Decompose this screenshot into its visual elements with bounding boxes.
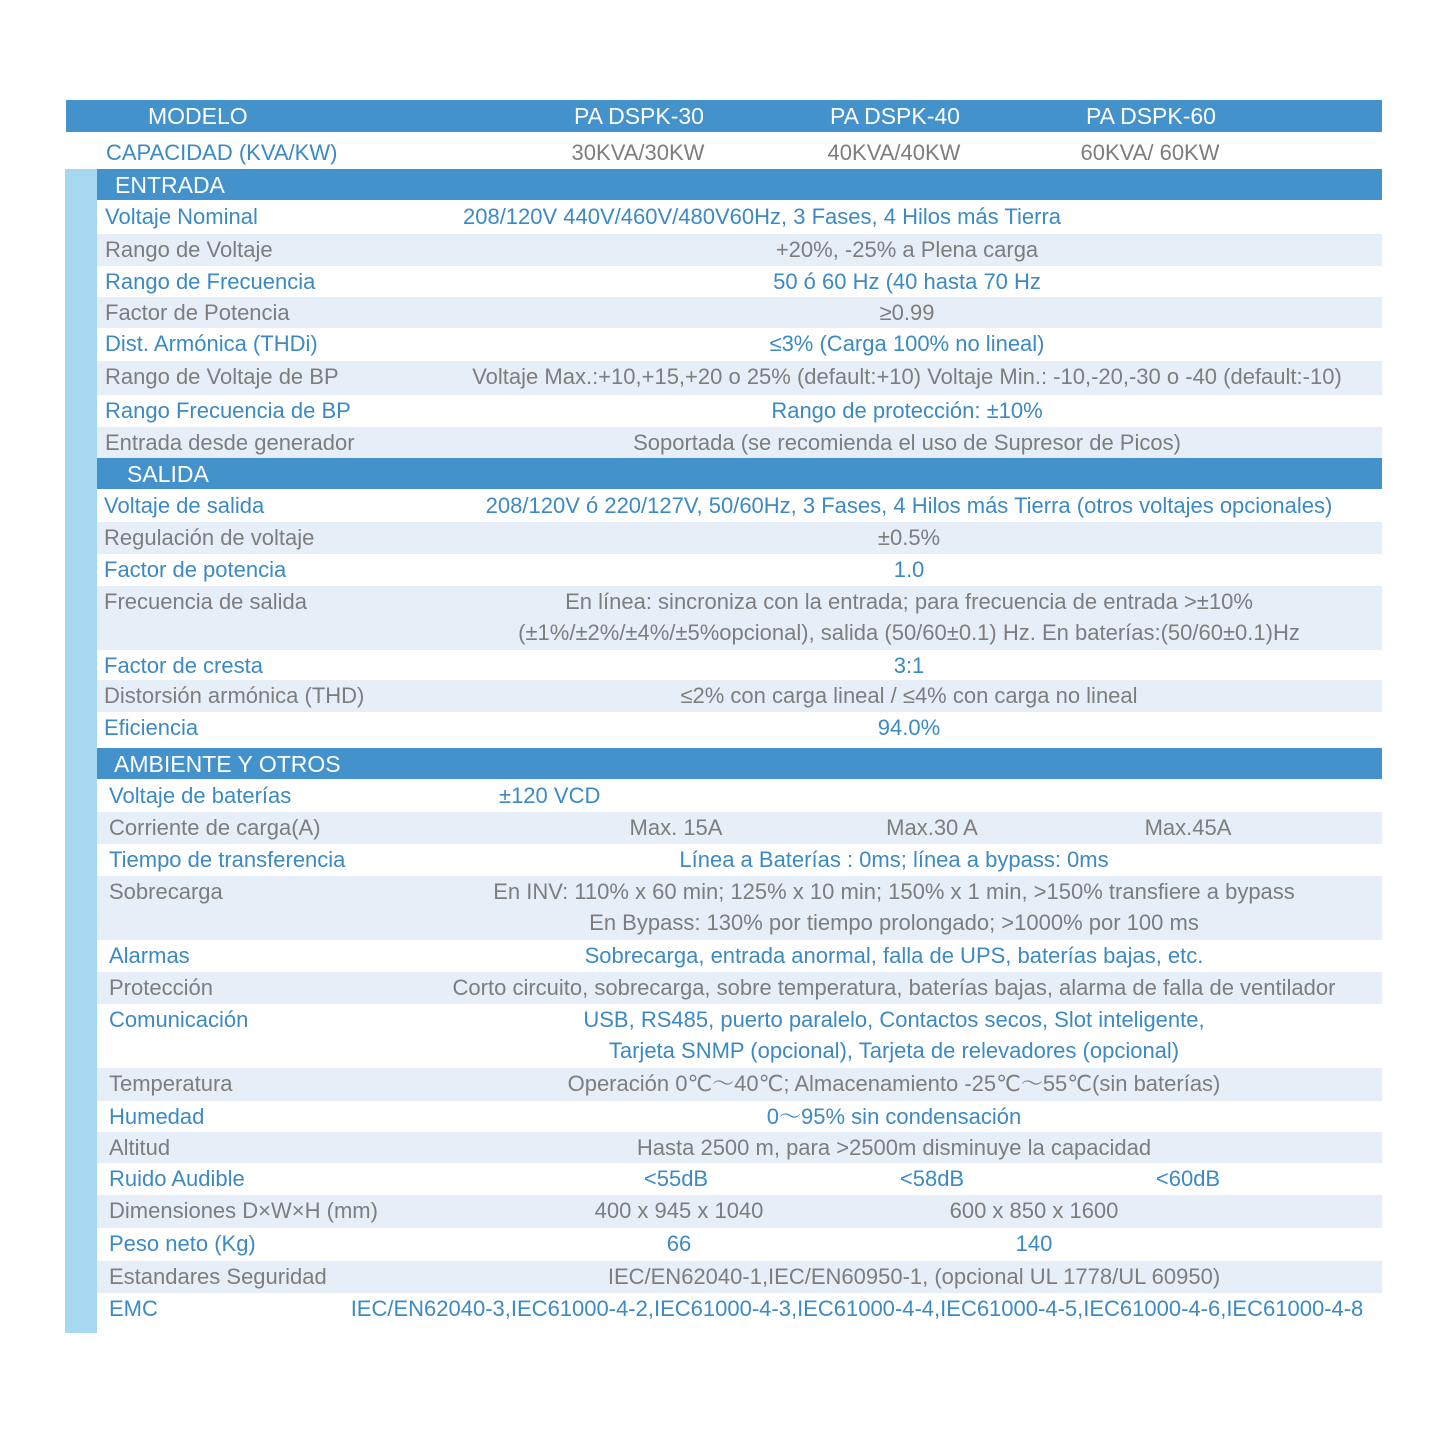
section-title: SALIDA (127, 461, 209, 487)
spec-label: Ruido Audible (109, 1166, 245, 1191)
spec-value: Max.45A (1144, 815, 1232, 840)
spec-value: ±0.5% (877, 525, 941, 550)
spec-row (97, 1068, 1382, 1101)
spec-label: Humedad (109, 1104, 205, 1129)
spec-label: Entrada desde generador (105, 430, 355, 455)
spec-value: Soportada (se recomienda el uso de Supresor de Picos) (633, 430, 1181, 455)
spec-value: Sobrecarga, entrada anormal, falla de UPS, baterías bajas, etc. (584, 943, 1204, 968)
spec-value: Max.30 A (886, 815, 978, 840)
left-accent-bar (65, 169, 97, 1333)
spec-label: Temperatura (109, 1071, 233, 1096)
spec-value: ≤3% (Carga 100% no lineal) (769, 331, 1045, 356)
spec-value: <60dB (1155, 1166, 1221, 1191)
spec-label: Factor de potencia (104, 557, 287, 582)
capacity-value: 60KVA/ 60KW (1080, 140, 1220, 165)
spec-row (97, 1163, 1382, 1195)
capacity-value: 40KVA/40KW (827, 140, 961, 165)
spec-label: EMC (109, 1296, 158, 1321)
capacity-label: CAPACIDAD (KVA/KW) (106, 140, 338, 165)
spec-label: Rango de Voltaje (105, 237, 273, 262)
model-name: PA DSPK-40 (830, 103, 960, 129)
section-band-entrada (97, 169, 1382, 200)
spec-label: Frecuencia de salida (104, 589, 308, 614)
spec-label: Factor de Potencia (105, 300, 290, 325)
spec-value-line2: (±1%/±2%/±4%/±5%opcional), salida (50/60±0.1) Hz. En baterías:(50/60±0.1)Hz (518, 620, 1300, 645)
spec-value: Rango de protección: ±10% (771, 398, 1043, 423)
section-title: AMBIENTE Y OTROS (114, 751, 341, 777)
spec-value: 66 (666, 1231, 692, 1256)
spec-label: Estandares Seguridad (109, 1264, 327, 1289)
spec-value: Hasta 2500 m, para >2500m disminuye la capacidad (636, 1135, 1152, 1160)
spec-label: Voltaje Nominal (105, 204, 258, 229)
spec-value: 0～95% sin condensación (766, 1104, 1022, 1129)
spec-value: En INV: 110% x 60 min; 125% x 10 min; 150% x 1 min, >150% transfiere a bypass (493, 879, 1295, 904)
spec-row (97, 876, 1382, 940)
spec-value: <58dB (899, 1166, 965, 1191)
spec-row (97, 522, 1382, 554)
spec-row (97, 395, 1382, 427)
spec-row (97, 1261, 1382, 1293)
spec-value: Corto circuito, sobrecarga, sobre temperatura, baterías bajas, alarma de falla de ventilador (452, 975, 1336, 1000)
spec-row (97, 812, 1382, 844)
spec-value: 208/120V 440V/460V/480V60Hz, 3 Fases, 4 Hilos más Tierra (462, 204, 1062, 229)
spec-value: 94.0% (877, 715, 941, 740)
spec-label: Protección (109, 975, 213, 1000)
spec-label: Alarmas (109, 943, 190, 968)
spec-row (97, 490, 1382, 522)
spec-row (97, 554, 1382, 586)
spec-row (97, 328, 1382, 361)
spec-row (97, 972, 1382, 1004)
spec-row (97, 427, 1382, 458)
spec-value: En línea: sincroniza con la entrada; para frecuencia de entrada >±10% (565, 589, 1253, 614)
spec-row (97, 680, 1382, 712)
spec-row (97, 1293, 1382, 1333)
spec-value: 400 x 945 x 1040 (594, 1198, 764, 1223)
model-header-band (66, 100, 1382, 132)
spec-value: +20%, -25% a Plena carga (775, 237, 1039, 262)
spec-label: Tiempo de transferencia (109, 847, 346, 872)
spec-label: Peso neto (Kg) (109, 1231, 256, 1256)
spec-label: Rango Frecuencia de BP (105, 398, 351, 423)
spec-value: IEC/EN62040-3,IEC61000-4-2,IEC61000-4-3,IEC61000-4-4,IEC61000-4-5,IEC61000-4-6,IEC61000-4-8 (350, 1296, 1364, 1321)
spec-row (97, 650, 1382, 680)
spec-label: Dimensiones D×W×H (mm) (109, 1198, 378, 1223)
model-name: PA DSPK-30 (574, 103, 704, 129)
spec-value: 140 (1015, 1231, 1053, 1256)
spec-label: Factor de cresta (104, 653, 263, 678)
spec-row (97, 1004, 1382, 1068)
spec-row (97, 844, 1382, 876)
spec-label: Distorsión armónica (THD) (104, 683, 365, 708)
model-label: MODELO (148, 103, 248, 129)
spec-value: Max. 15A (629, 815, 723, 840)
spec-value: 208/120V ó 220/127V, 50/60Hz, 3 Fases, 4 Hilos más Tierra (otros voltajes opcionales) (485, 493, 1333, 518)
spec-row (97, 940, 1382, 972)
section-band-ambiente (97, 748, 1382, 779)
section-title: ENTRADA (115, 172, 225, 198)
section-band-salida (97, 458, 1382, 489)
spec-label: Dist. Armónica (THDi) (105, 331, 318, 356)
spec-value: Línea a Baterías : 0ms; línea a bypass: 0ms (679, 847, 1109, 872)
spec-label: Corriente de carga(A) (109, 815, 321, 840)
spec-value: 1.0 (893, 557, 925, 582)
spec-label: Altitud (109, 1135, 171, 1160)
spec-value: USB, RS485, puerto paralelo, Contactos secos, Slot inteligente, (583, 1007, 1205, 1032)
spec-row (97, 297, 1382, 328)
spec-value-line2: Tarjeta SNMP (opcional), Tarjeta de relevadores (opcional) (608, 1038, 1180, 1063)
spec-label: Rango de Frecuencia (105, 269, 316, 294)
capacity-value: 30KVA/30KW (571, 140, 705, 165)
spec-label: Sobrecarga (109, 879, 223, 904)
spec-label: Regulación de voltaje (104, 525, 315, 550)
spec-label: Voltaje de salida (104, 493, 265, 518)
spec-row (97, 1228, 1382, 1261)
spec-value: ±120 VCD (499, 783, 601, 808)
spec-row (97, 586, 1382, 650)
spec-row (97, 361, 1382, 395)
spec-value-line2: En Bypass: 130% por tiempo prolongado; >1000% por 100 ms (589, 910, 1199, 935)
spec-value: <55dB (643, 1166, 709, 1191)
spec-row (97, 201, 1382, 234)
model-name: PA DSPK-60 (1086, 103, 1216, 129)
spec-row (97, 1101, 1382, 1132)
spec-value: Voltaje Max.:+10,+15,+20 o 25% (default:+10) Voltaje Min.: -10,-20,-30 o -40 (default:-10) (472, 364, 1342, 389)
spec-value: Operación 0℃～40℃; Almacenamiento -25℃～55℃(sin baterías) (567, 1071, 1221, 1096)
spec-value: ≤2% con carga lineal / ≤4% con carga no lineal (680, 683, 1138, 708)
spec-row (97, 234, 1382, 266)
spec-label: Voltaje de baterías (109, 783, 292, 808)
spec-value: 600 x 850 x 1600 (949, 1198, 1119, 1223)
spec-row (97, 1132, 1382, 1163)
spec-value: 50 ó 60 Hz (40 hasta 70 Hz (773, 269, 1041, 294)
spec-label: Rango de Voltaje de BP (105, 364, 339, 389)
spec-row (97, 266, 1382, 297)
spec-value: ≥0.99 (879, 300, 935, 325)
spec-row (97, 1195, 1382, 1228)
spec-label: Eficiencia (104, 715, 199, 740)
spec-value: IEC/EN62040-1,IEC/EN60950-1, (opcional UL 1778/UL 60950) (607, 1264, 1221, 1289)
spec-label: Comunicación (109, 1007, 249, 1032)
spec-value: 3:1 (893, 653, 925, 678)
spec-row (97, 780, 1382, 812)
spec-row (97, 712, 1382, 746)
